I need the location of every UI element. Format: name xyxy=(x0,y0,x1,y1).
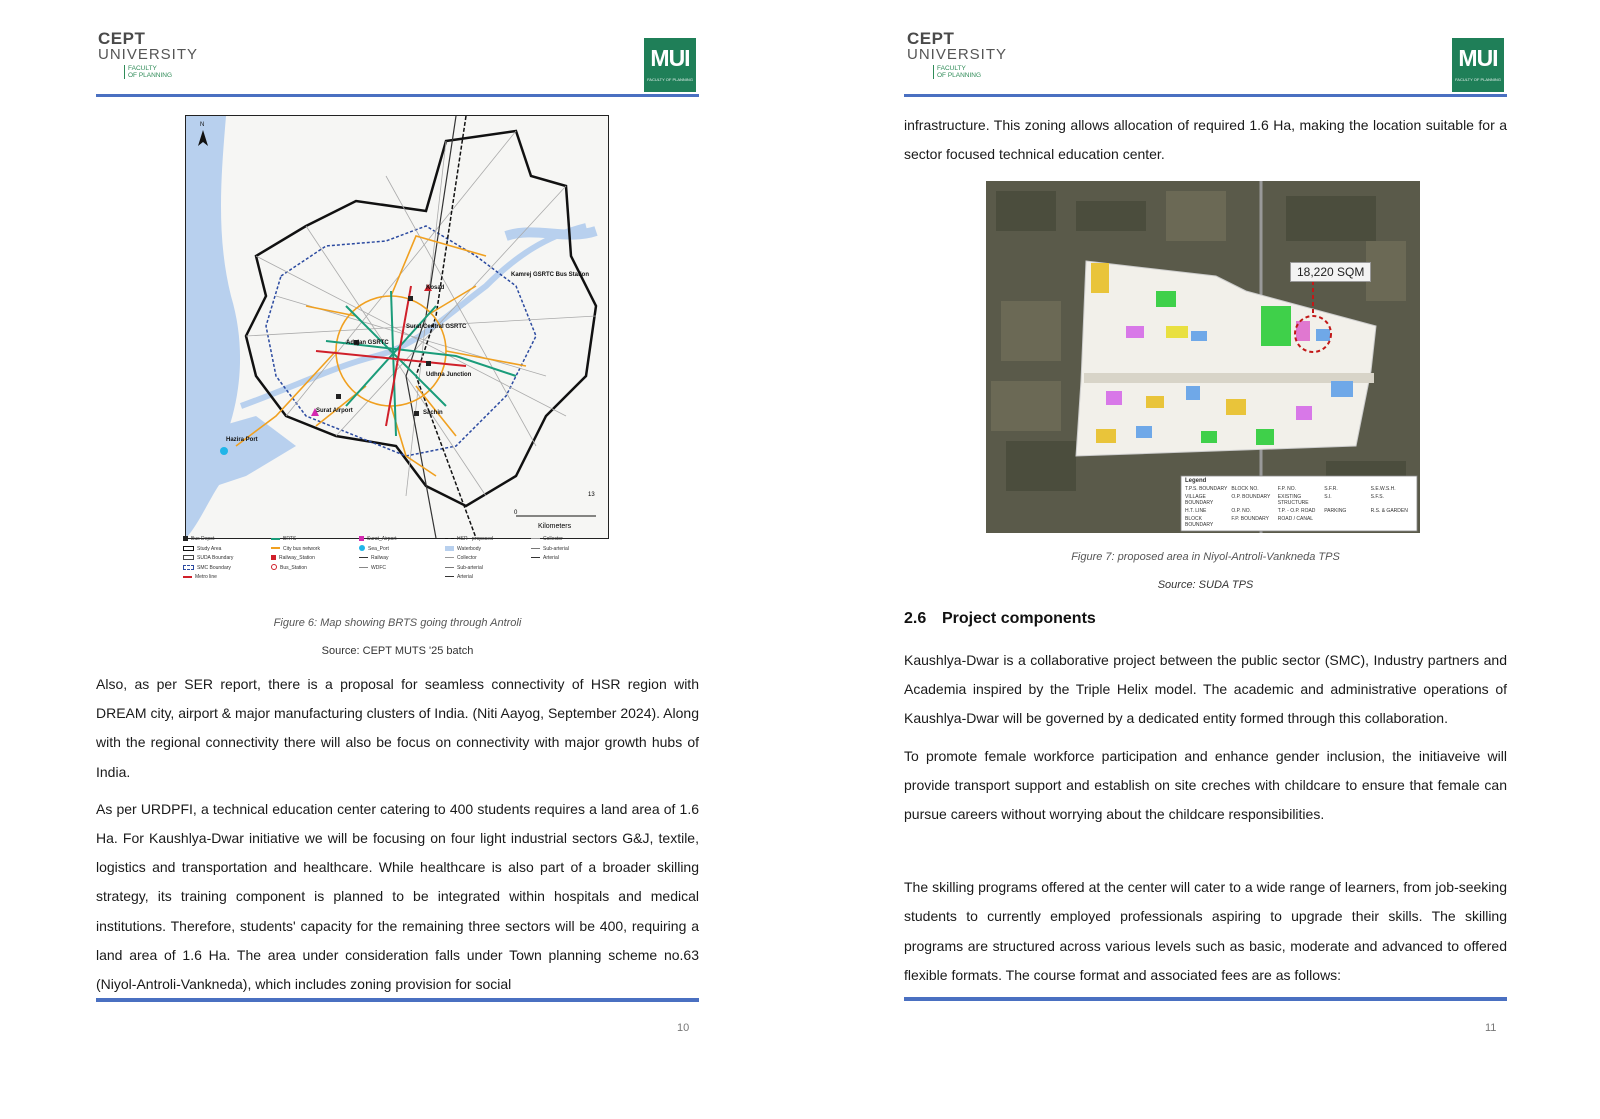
left-body-text xyxy=(96,670,699,1007)
figure-6-source: Source: CEPT MUTS '25 batch xyxy=(321,645,474,657)
paragraph: The skilling programs offered at the center will cater to a wide range of learners, from job-seeking students to currently employed professionals aspiring to upgrade their skills. The skilling programs are structured across various levels such as basic, moderate and advanced to offered flexible formats. The course format and associated fees are as follows: xyxy=(904,879,1507,983)
paragraph: infrastructure. This zoning allows allocation of required 1.6 Ha, making the location suitable for a sector focused technical education center. xyxy=(904,117,1507,163)
paragraph: As per URDPFI, a technical education center catering to 400 students requires a land area of 1.6 Ha. For Kaushlya-Dwar initiative we will be focusing on four light industrial sectors G&J, textile, logistics and transportation and healthcare. While healthcare is also part of a broader skilling strategy, its training component is planned to be integrated within hospitals and medical institutions. Therefore, students' capacity for the remaining three sectors will be 400, requiring a land area of 1.6 Ha. The area under consideration falls under Town planning scheme no.63 (Niyol-Antroli-Vankneda), which includes zoning provision for social xyxy=(96,800,699,993)
svg-text:13: 13 xyxy=(588,492,595,498)
svg-text:0: 0 xyxy=(514,510,518,516)
footer-rule xyxy=(904,997,1507,1001)
cept-university-logo: CEPT UNIVERSITY FACULTY OF PLANNING xyxy=(98,29,199,79)
map-legend: Bus Depot Study Area SUDA Boundary SMC Boundary Metro line BRTS City bus network Railway_Station Bus_Station Surat_Airport Sea_Port Railway WDFC HSR - proposed Waterbody Collector Sub-arterial Arterial Collector Sub-arterial Arterial xyxy=(183,535,623,585)
svg-text:N: N xyxy=(200,122,205,128)
intro-text xyxy=(904,111,1507,177)
page-number: 11 xyxy=(1485,1022,1497,1034)
area-label: 18,220 SQM xyxy=(1290,262,1371,282)
svg-text:Kamrej GSRTC Bus Station: Kamrej GSRTC Bus Station xyxy=(511,272,590,278)
tps-legend: Legend T.P.S. BOUNDARY BLOCK NO. F.P. NO. S.F.R. S.E.W.S.H. VILLAGE BOUNDARY O.P. BOUNDARY EXISTING STRUCTURE S.I. S.F.S. H.T. LINE O.P. NO. T.P. - O.P. ROAD PARKING R.S. & GARDEN BLOCK BOUNDARY F.P. BOUNDARY ROAD / CANAL xyxy=(1185,478,1408,528)
svg-text:Sachin: Sachin xyxy=(423,410,443,416)
svg-text:Kilometers: Kilometers xyxy=(538,523,572,530)
figure-7-caption: Figure 7: proposed area in Niyol-Antroli-Vankneda TPS xyxy=(1071,551,1340,563)
paragraph: Kaushlya-Dwar is a collaborative project between the public sector (SMC), Industry partners and Academia inspired by the Triple Helix model. The academic and administrative operations of Kaushlya-Dwar will be governed by a dedicated entity formed through this collaboration. xyxy=(904,652,1507,727)
tps-satellite-image xyxy=(986,181,1420,533)
page-number: 10 xyxy=(677,1022,690,1034)
svg-text:Surat Central GSRTC: Surat Central GSRTC xyxy=(406,324,467,330)
header-rule xyxy=(904,94,1507,97)
header-rule xyxy=(96,94,699,97)
section-heading: 2.6 Project components xyxy=(904,610,1096,627)
figure-7-source: Source: SUDA TPS xyxy=(1157,579,1254,591)
footer-rule xyxy=(96,998,699,1002)
svg-text:Surat Airport: Surat Airport xyxy=(316,408,353,414)
svg-text:Adajan GSRTC: Adajan GSRTC xyxy=(346,340,389,346)
paragraph: Also, as per SER report, there is a proposal for seamless connectivity of HSR region with DREAM city, airport & major manufacturing clusters of India. (Niti Aayog, September 2024). Along with the regional connectivity there will also be focus on connectivity with major growth hubs of India. xyxy=(96,676,699,780)
svg-text:Udhna Junction: Udhna Junction xyxy=(426,372,472,378)
mui-logo: MUI FACULTY OF PLANNING xyxy=(1452,38,1504,92)
brts-map-graphic xyxy=(186,116,608,538)
right-body-text xyxy=(904,646,1507,998)
svg-text:Kosad: Kosad xyxy=(426,285,445,291)
mui-logo: MUI FACULTY OF PLANNING xyxy=(644,38,696,92)
svg-text:Hazira Port: Hazira Port xyxy=(226,437,258,443)
cept-university-logo: CEPT UNIVERSITY FACULTY OF PLANNING xyxy=(907,29,1008,79)
brts-map xyxy=(185,115,609,539)
paragraph: To promote female workforce participation and enhance gender inclusion, the initiaveive will provide transport support and establish on site creches with childcare to ensure that female can pursue careers without worrying about the childcare responsibilities. xyxy=(904,747,1507,823)
figure-6-caption: Figure 6: Map showing BRTS going through Antroli xyxy=(273,617,522,629)
